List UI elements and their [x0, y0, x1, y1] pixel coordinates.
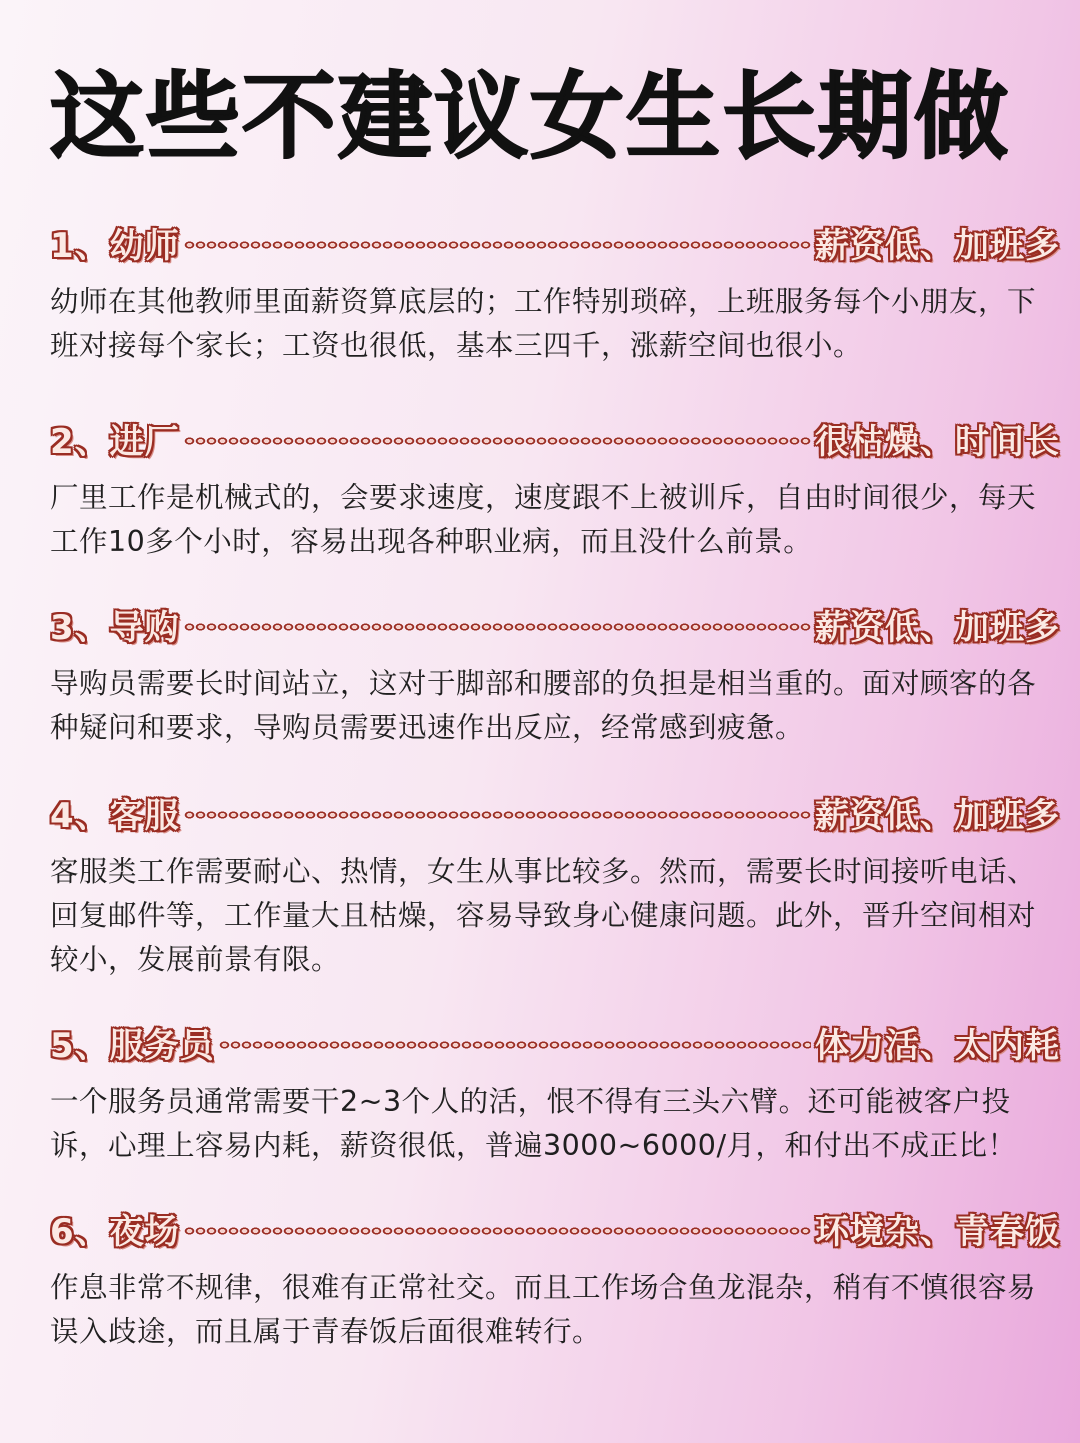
section-heading [50, 598, 1060, 650]
dotted-divider [184, 241, 811, 249]
job-description: 导购员需要长时间站立，这对于脚部和腰部的负担是相当重的。面对顾客的各种疑问和要求，导购员需要迅速作出反应，经常感到疲惫。 [50, 667, 1037, 744]
job-tag: 体力活、太内耗 [815, 1025, 1060, 1066]
job-tag: 薪资低、加班多 [815, 607, 1060, 648]
job-tag: 薪资低、加班多 [815, 225, 1060, 266]
job-title: 客服 [109, 795, 180, 836]
item-number: 3、 [50, 607, 110, 648]
section-item-2 [50, 412, 1060, 564]
item-number: 1、 [50, 225, 110, 266]
section-heading [50, 216, 1060, 268]
section-heading [50, 1016, 1060, 1068]
section-heading [50, 412, 1060, 464]
section-heading [50, 1202, 1060, 1254]
dotted-divider [184, 811, 811, 819]
page-title: 这些不建议女生长期做 [50, 63, 1011, 172]
job-title: 服务员 [109, 1025, 215, 1066]
section-item-1 [50, 216, 1060, 368]
item-number: 4、 [50, 795, 110, 836]
job-title: 夜场 [109, 1211, 180, 1252]
item-number: 5、 [50, 1025, 110, 1066]
section-item-5 [50, 1016, 1060, 1168]
job-tag: 薪资低、加班多 [815, 795, 1060, 836]
job-title: 幼师 [109, 225, 180, 266]
job-description: 作息非常不规律，很难有正常社交。而且工作场合鱼龙混杂，稍有不慎很容易误入歧途，而且属于青春饭后面很难转行。 [50, 1271, 1037, 1348]
job-title: 导购 [109, 607, 180, 648]
dotted-divider [184, 1227, 811, 1235]
item-number: 2、 [50, 421, 110, 462]
job-tag: 很枯燥、时间长 [815, 421, 1060, 462]
dotted-divider [219, 1041, 811, 1049]
job-description: 一个服务员通常需要干2~3个人的活，恨不得有三头六臂。还可能被客户投诉，心理上容易内耗，薪资很低，普遍3000~6000/月，和付出不成正比！ [50, 1085, 1017, 1162]
job-title: 进厂 [109, 421, 180, 462]
job-tag: 环境杂、青春饭 [815, 1211, 1060, 1252]
section-item-3 [50, 598, 1060, 750]
dotted-divider [184, 437, 811, 445]
job-description: 幼师在其他教师里面薪资算底层的；工作特别琐碎，上班服务每个小朋友，下班对接每个家长；工资也很低，基本三四千，涨薪空间也很小。 [50, 285, 1037, 362]
section-item-4 [50, 786, 1060, 982]
section-heading [50, 786, 1060, 838]
job-description: 厂里工作是机械式的，会要求速度，速度跟不上被训斥，自由时间很少，每天工作10多个小时，容易出现各种职业病，而且没什么前景。 [50, 481, 1037, 558]
job-description: 客服类工作需要耐心、热情，女生从事比较多。然而，需要长时间接听电话、回复邮件等，工作量大且枯燥，容易导致身心健康问题。此外，晋升空间相对较小，发展前景有限。 [50, 855, 1037, 976]
item-number: 6、 [50, 1211, 110, 1252]
dotted-divider [184, 623, 811, 631]
section-item-6 [50, 1202, 1060, 1354]
